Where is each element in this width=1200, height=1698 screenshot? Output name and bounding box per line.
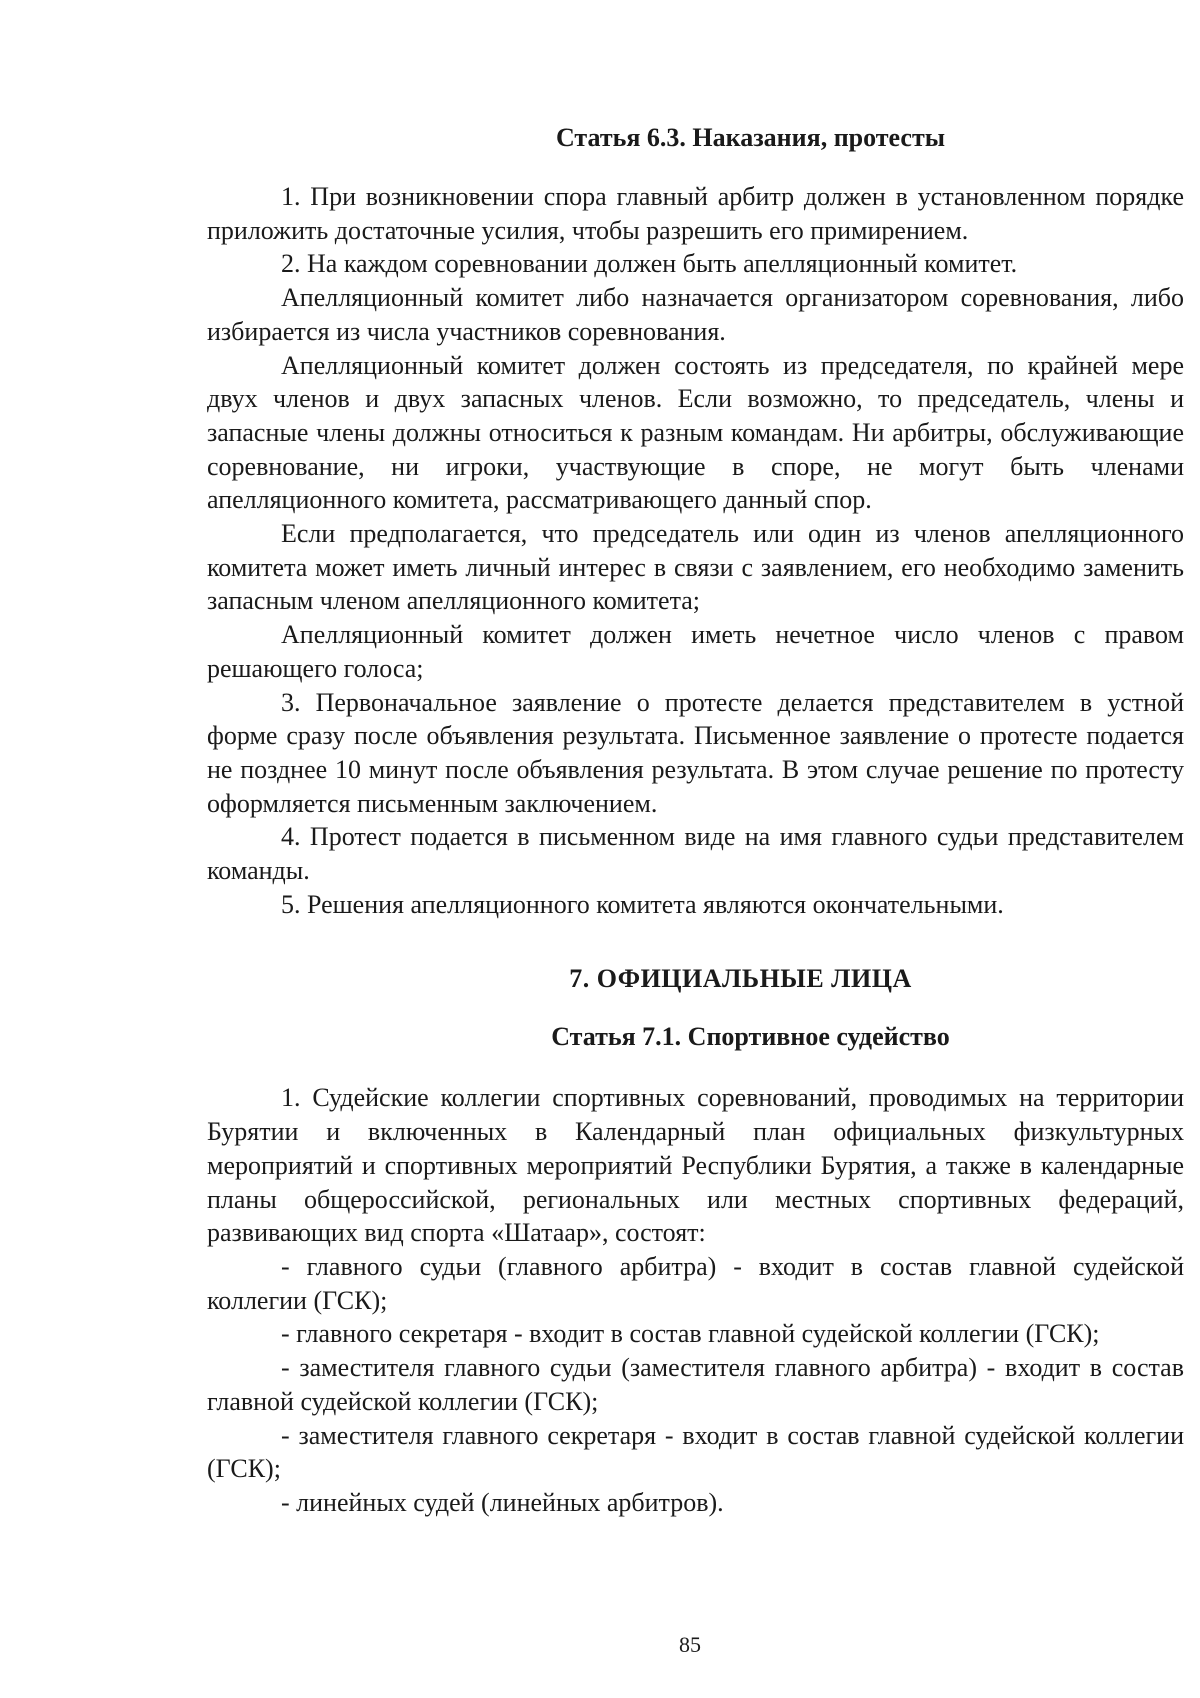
- paragraph: Апелляционный комитет должен состоять из председателя, по крайней мере двух членов и двух запасных членов. Если возможно, то председатель, члены и запасные члены должны относиться к разным командам. Ни арбитры, обслуживающие соревнование, ни игроки, участвующие в споре, не могут быть членами апелляционного комитета, рассматривающего данный спор.: [207, 350, 1184, 515]
- paragraph: 3. Первоначальное заявление о протесте делается представителем в устной форме сразу после объявления результата. Письменное заявление о протесте подается не позднее 10 минут после объявления результата. В этом случае решение по протесту оформляется письменным заключением.: [207, 687, 1184, 818]
- paragraph: 1. При возникновении спора главный арбитр должен в установленном порядке приложить достаточные усилия, чтобы разрешить его примирением.: [207, 182, 1184, 245]
- paragraph: 5. Решения апелляционного комитета являются окончательными.: [281, 889, 1004, 919]
- list-item: - заместителя главного секретаря - входит в состав главной судейской коллегии (ГСК);: [207, 1420, 1184, 1484]
- paragraph: 1. Судейские коллегии спортивных соревнований, проводимых на территории Бурятии и включенных в Календарный план официальных физкультурных мероприятий и спортивных мероприятий Республики Бурятия, а также в календарные планы общероссийской, региональных или местных спортивных федераций, развивающих вид спорта «Шатаар», состоят:: [207, 1083, 1184, 1248]
- article-7-1-title: Статья 7.1. Спортивное судейство: [551, 1022, 950, 1052]
- article-6-3-title: Статья 6.3. Наказания, протесты: [555, 123, 946, 152]
- list-item: - главного секретаря - входит в состав главной судейской коллегии (ГСК);: [281, 1319, 1100, 1349]
- paragraph: Если предполагается, что председатель или один из членов апелляционного комитета может иметь личный интерес в связи с заявлением, его необходимо заменить запасным членом апелляционного комитета;: [207, 519, 1184, 616]
- page-number: 85: [679, 1632, 701, 1657]
- section-7-title: 7. ОФИЦИАЛЬНЫЕ ЛИЦА: [569, 964, 912, 994]
- page-content: [207, 118, 1184, 1520]
- paragraph: Апелляционный комитет должен иметь нечетное число членов с правом решающего голоса;: [207, 620, 1184, 683]
- paragraph: 2. На каждом соревновании должен быть апелляционный комитет.: [281, 249, 1018, 279]
- paragraph: 4. Протест подается в письменном виде на имя главного судьи представителем команды.: [207, 822, 1184, 886]
- list-item: - линейных судей (линейных арбитров).: [281, 1487, 724, 1517]
- list-item: - главного судьи (главного арбитра) - входит в состав главной судейской коллегии (ГСК);: [207, 1251, 1184, 1315]
- paragraph: Апелляционный комитет либо назначается организатором соревнования, либо избирается из числа участников соревнования.: [207, 283, 1184, 346]
- list-item: - заместителя главного судьи (заместителя главного арбитра) - входит в состав главной судейской коллегии (ГСК);: [207, 1353, 1184, 1416]
